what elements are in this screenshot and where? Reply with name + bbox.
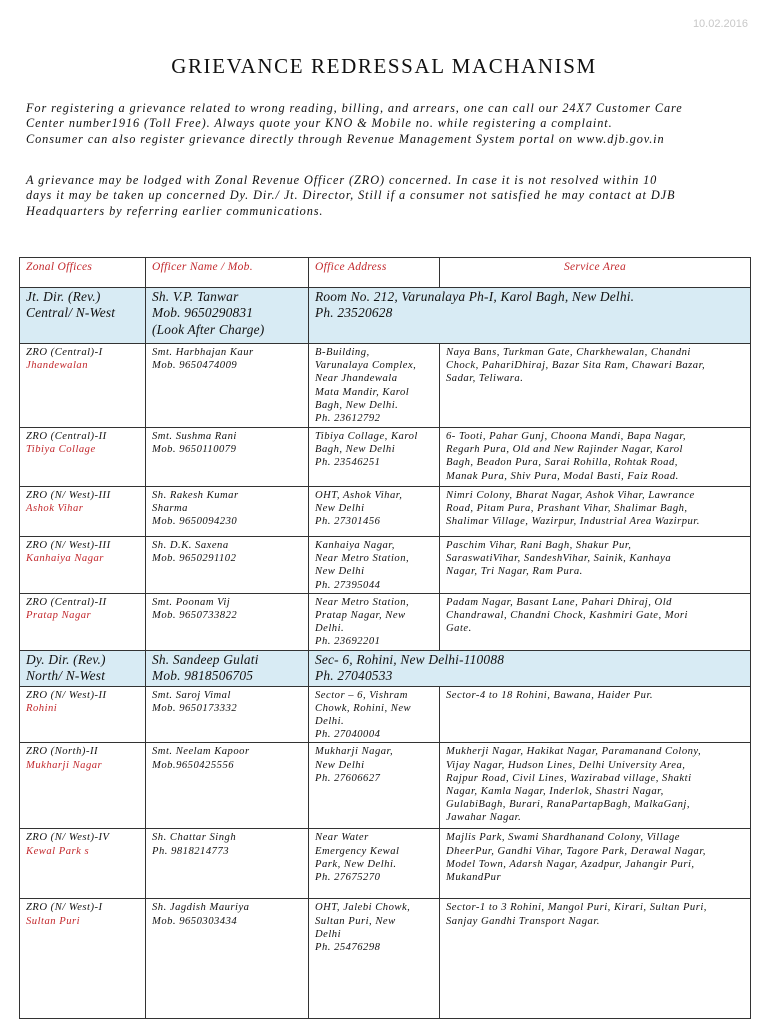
address-text: Ph. 27040004 [315,729,381,741]
officer-cell [146,899,309,1019]
service-area-text: Regarh Pura, Old and New Rajinder Nagar, Karol [446,444,683,456]
officer-text: Mob. 9650733822 [152,610,238,622]
director-officer-text: (Look After Charge) [152,321,265,337]
address-text: Ph. 27301456 [315,516,381,528]
address-text: Emergency Kewal [315,845,400,857]
zone-place: Rohini [26,702,58,714]
table-row [20,537,751,594]
officer-cell [146,344,309,428]
director-officer-cell [146,650,309,686]
zone-name: ZRO (Central)-I [26,347,103,358]
address-text: Kanhaiya Nagar, [315,540,395,551]
zone-name: ZRO (North)-II [26,746,99,758]
officer-text: Ph. 9818214773 [152,845,230,857]
officer-text: Mob. 9650094230 [152,516,238,528]
officer-text: Sh. D.K. Saxena [152,540,229,551]
zone-cell [20,899,146,1019]
zone-name: ZRO (N/ West)-IV [26,832,110,844]
address-text: Ph. 23546251 [315,457,381,469]
officer-cell [146,428,309,487]
officer-text: Smt. Sushma Rani [152,431,237,442]
table-header-row [20,258,751,288]
table-row [20,743,751,829]
zone-place: Mukharji Nagar [26,759,103,771]
service-area-text: SaraswatiVihar, SandeshVihar, Sainik, Kanhaya [446,553,672,565]
address-cell [309,899,440,1019]
service-area-text: GulabiBagh, Burari, RanaPartapBagh, MalkaGanj, [446,799,690,811]
address-cell [309,487,440,537]
address-text: Sultan Puri, New [315,915,396,927]
director-zone-text: North/ N-West [26,668,106,684]
service-area-text: Mukherji Nagar, Hakikat Nagar, Paramanand Colony, [446,746,702,758]
service-area-text: Rajpur Road, Civil Lines, Wazirabad village, Shakti [446,772,692,784]
address-text: Near Metro Station, [315,596,410,608]
address-text: Mukharji Nagar, [315,746,394,758]
service-area-text: Majlis Park, Swami Shardhanand Colony, Village [446,832,680,844]
address-cell [309,829,440,899]
zone-name: ZRO (N/ West)-III [26,540,111,551]
zone-cell [20,428,146,487]
zone-place: Pratap Nagar [26,610,92,622]
officer-text: Mob. 9650173332 [152,702,238,714]
address-cell [309,686,440,743]
zone-cell [20,487,146,537]
address-text: Bagh, New Delhi. [315,399,399,411]
table-body [20,258,751,1019]
address-text: New Delhi [315,503,365,515]
address-text: Near Water [315,832,369,844]
address-text: OHT, Jalebi Chowk, [315,902,411,914]
officer-text: Mob. 9650291102 [152,553,237,565]
service-area-cell [440,686,751,743]
page-title: GRIEVANCE REDRESSAL MACHANISM [171,54,597,78]
service-area-cell [440,428,751,487]
service-area-text: Padam Nagar, Basant Lane, Pahari Dhiraj, Old [446,596,672,608]
service-area-cell [440,487,751,537]
service-area-text: DheerPur, Gandhi Vihar, Tagore Park, Derawal Nagar, [446,845,706,857]
service-area-text: MukandPur [446,872,502,884]
address-text: New Delhi [315,759,365,771]
zone-name: ZRO (Central)-II [26,431,107,442]
zone-cell [20,686,146,743]
header-office-address: Office Address [309,258,440,288]
officer-cell [146,537,309,594]
address-text: Chowk, Rohini, New [315,702,412,714]
director-officer-text: Sh. Sandeep Gulati [152,651,259,667]
service-area-text: Nagar, Tri Nagar, Ram Pura. [446,566,583,578]
zone-name: ZRO (N/ West)-II [26,689,107,701]
address-text: Tibiya Collage, Karol [315,431,418,442]
service-area-text: Chock, PahariDhiraj, Bazar Sita Ram, Chawari Bazar, [446,360,706,372]
zone-cell [20,344,146,428]
table-row [20,593,751,650]
service-area-cell [440,537,751,594]
officer-text: Mob. 9650110079 [152,444,237,456]
address-text: Ph. 27675270 [315,872,381,884]
officer-text: Smt. Harbhajan Kaur [152,347,254,358]
service-area-text: Nagar, Kamla Nagar, Inderlok, Shastri Nagar, [446,786,664,798]
director-address-cell [309,288,751,344]
zone-cell [20,743,146,829]
service-area-text: Sector-1 to 3 Rohini, Mangol Puri, Kirari, Sultan Puri, [446,902,707,914]
document-date: 10.02.2016 [692,18,748,30]
officer-text: Mob.9650425556 [152,759,235,771]
address-text: Near Jhandewala [315,373,398,385]
officer-text: Sh. Chattar Singh [152,832,237,844]
director-row [20,650,751,686]
service-area-text: Road, Pitam Pura, Prashant Vihar, Shalimar Bagh, [446,503,688,515]
address-text: Delhi. [315,623,345,635]
service-area-cell [440,899,751,1019]
service-area-cell [440,593,751,650]
address-text: Delhi. [315,716,345,728]
header-zonal-offices: Zonal Offices [20,258,146,288]
director-address-text: Room No. 212, Varunalaya Ph-I, Karol Bagh, New Delhi. [315,289,635,304]
service-area-text: Naya Bans, Turkman Gate, Charkhewalan, Chandni [446,347,691,358]
zone-place: Sultan Puri [26,915,81,927]
service-area-text: Vijay Nagar, Hudson Lines, Delhi University Area, [446,759,686,771]
director-address-cell [309,650,751,686]
escalation-line: days it may be taken up concerned Dy. Dir./ Jt. Director, Still if a consumer not satisfied he may contact at DJB [26,188,676,203]
director-zone-text: Jt. Dir. (Rev.) [26,289,101,304]
director-row [20,288,751,344]
service-area-text: Sector-4 to 18 Rohini, Bawana, Haider Pur. [446,689,654,701]
address-text: New Delhi [315,566,365,578]
service-area-text: 6- Tooti, Pahar Gunj, Choona Mandi, Bapa Nagar, [446,431,687,442]
intro-line: For registering a grievance related to wrong reading, billing, and arrears, one can call our 24X7 Customer Care [26,101,683,115]
director-officer-text: Mob. 9818506705 [152,668,254,684]
zone-place: Ashok Vihar [26,503,84,515]
address-text: Bagh, New Delhi [315,444,396,456]
address-text: Near Metro Station, [315,553,410,565]
director-officer-cell [146,288,309,344]
address-text: Ph. 27395044 [315,579,381,591]
escalation-paragraph [26,173,750,219]
zone-name: ZRO (N/ West)-III [26,490,111,501]
service-area-text: Shalimar Village, Wazirpur, Industrial Area Wazirpur. [446,516,700,528]
officer-cell [146,487,309,537]
director-zone-text: Dy. Dir. (Rev.) [26,651,106,667]
zone-name: ZRO (Central)-II [26,596,107,608]
service-area-text: Nimri Colony, Bharat Nagar, Ashok Vihar, Lawrance [446,490,695,501]
officer-text: Sh. Rakesh Kumar [152,490,239,501]
officer-text: Smt. Neelam Kapoor [152,746,250,758]
zone-cell [20,829,146,899]
intro-line: Center number1916 (Toll Free). Always quote your KNO & Mobile no. while registering a complaint. [26,116,613,131]
table-row [20,487,751,537]
service-area-text: Paschim Vihar, Rani Bagh, Shakur Pur, [446,540,632,551]
director-zone-cell [20,288,146,344]
address-text: Ph. 23692201 [315,636,381,648]
escalation-line: Headquarters by referring earlier communications. [26,203,324,218]
zone-name: ZRO (N/ West)-I [26,902,103,914]
address-text: Park, New Delhi. [315,858,397,870]
officer-text: Sharma [152,503,188,515]
address-cell [309,344,440,428]
zone-cell [20,537,146,594]
header-officer-name: Officer Name / Mob. [146,258,309,288]
address-text: Mata Mandir, Karol [315,386,410,398]
officer-cell [146,593,309,650]
director-address-text: Sec- 6, Rohini, New Delhi-110088 [315,651,505,667]
table-row [20,428,751,487]
zone-place: Tibiya Collage [26,444,96,456]
intro-line: Consumer can also register grievance directly through Revenue Management System portal on www.djb.gov.in [26,131,665,146]
table-row [20,829,751,899]
intro-paragraph [26,101,750,147]
zone-place: Jhandewalan [26,360,88,372]
officer-cell [146,686,309,743]
service-area-text: Sadar, Teliwara. [446,373,524,385]
service-area-text: Chandrawal, Chandni Chock, Kashmiri Gate, Mori [446,610,688,622]
service-area-text: Jawahar Nagar. [446,812,522,824]
address-text: Pratap Nagar, New [315,610,406,622]
zone-place: Kewal Park s [26,845,90,857]
director-address-text: Ph. 23520628 [315,305,393,321]
service-area-text: Gate. [446,623,472,635]
address-cell [309,743,440,829]
address-text: Sector – 6, Vishram [315,689,408,701]
officer-text: Mob. 9650303434 [152,915,238,927]
director-zone-cell [20,650,146,686]
director-officer-text: Sh. V.P. Tanwar [152,289,239,304]
service-area-cell [440,743,751,829]
address-cell [309,593,440,650]
address-text: Ph. 23612792 [315,413,381,425]
table-row [20,344,751,428]
address-text: Ph. 25476298 [315,942,381,954]
escalation-line: A grievance may be lodged with Zonal Revenue Officer (ZRO) concerned. In case it is not resolved within 10 [26,173,658,187]
service-area-text: Manak Pura, Shiv Pura, Modal Basti, Faiz Road. [446,470,679,482]
zone-cell [20,593,146,650]
address-text: Delhi [315,928,342,940]
service-area-text: Model Town, Adarsh Nagar, Azadpur, Jahangir Puri, [446,858,695,870]
address-text: B-Building, [315,347,370,358]
director-officer-text: Mob. 9650290831 [152,305,254,321]
header-service-area: Service Area [440,258,751,288]
officer-text: Sh. Jagdish Mauriya [152,902,250,914]
officer-cell [146,829,309,899]
officer-cell [146,743,309,829]
officer-text: Mob. 9650474009 [152,360,238,372]
service-area-text: Bagh, Beadon Pura, Sarai Rohilla, Rohtak Road, [446,457,678,469]
address-text: Ph. 27606627 [315,772,381,784]
address-text: Varunalaya Complex, [315,360,417,372]
officer-text: Smt. Saroj Vimal [152,689,231,701]
service-area-text: Sanjay Gandhi Transport Nagar. [446,915,600,927]
zone-place: Kanhaiya Nagar [26,553,104,565]
table-row [20,686,751,743]
address-cell [309,428,440,487]
address-text: OHT, Ashok Vihar, [315,490,403,501]
director-address-text: Ph. 27040533 [315,668,393,684]
table-row [20,899,751,1019]
service-area-cell [440,829,751,899]
zonal-offices-table [19,257,751,1019]
service-area-cell [440,344,751,428]
director-zone-text: Central/ N-West [26,305,116,321]
address-cell [309,537,440,594]
officer-text: Smt. Poonam Vij [152,596,231,608]
